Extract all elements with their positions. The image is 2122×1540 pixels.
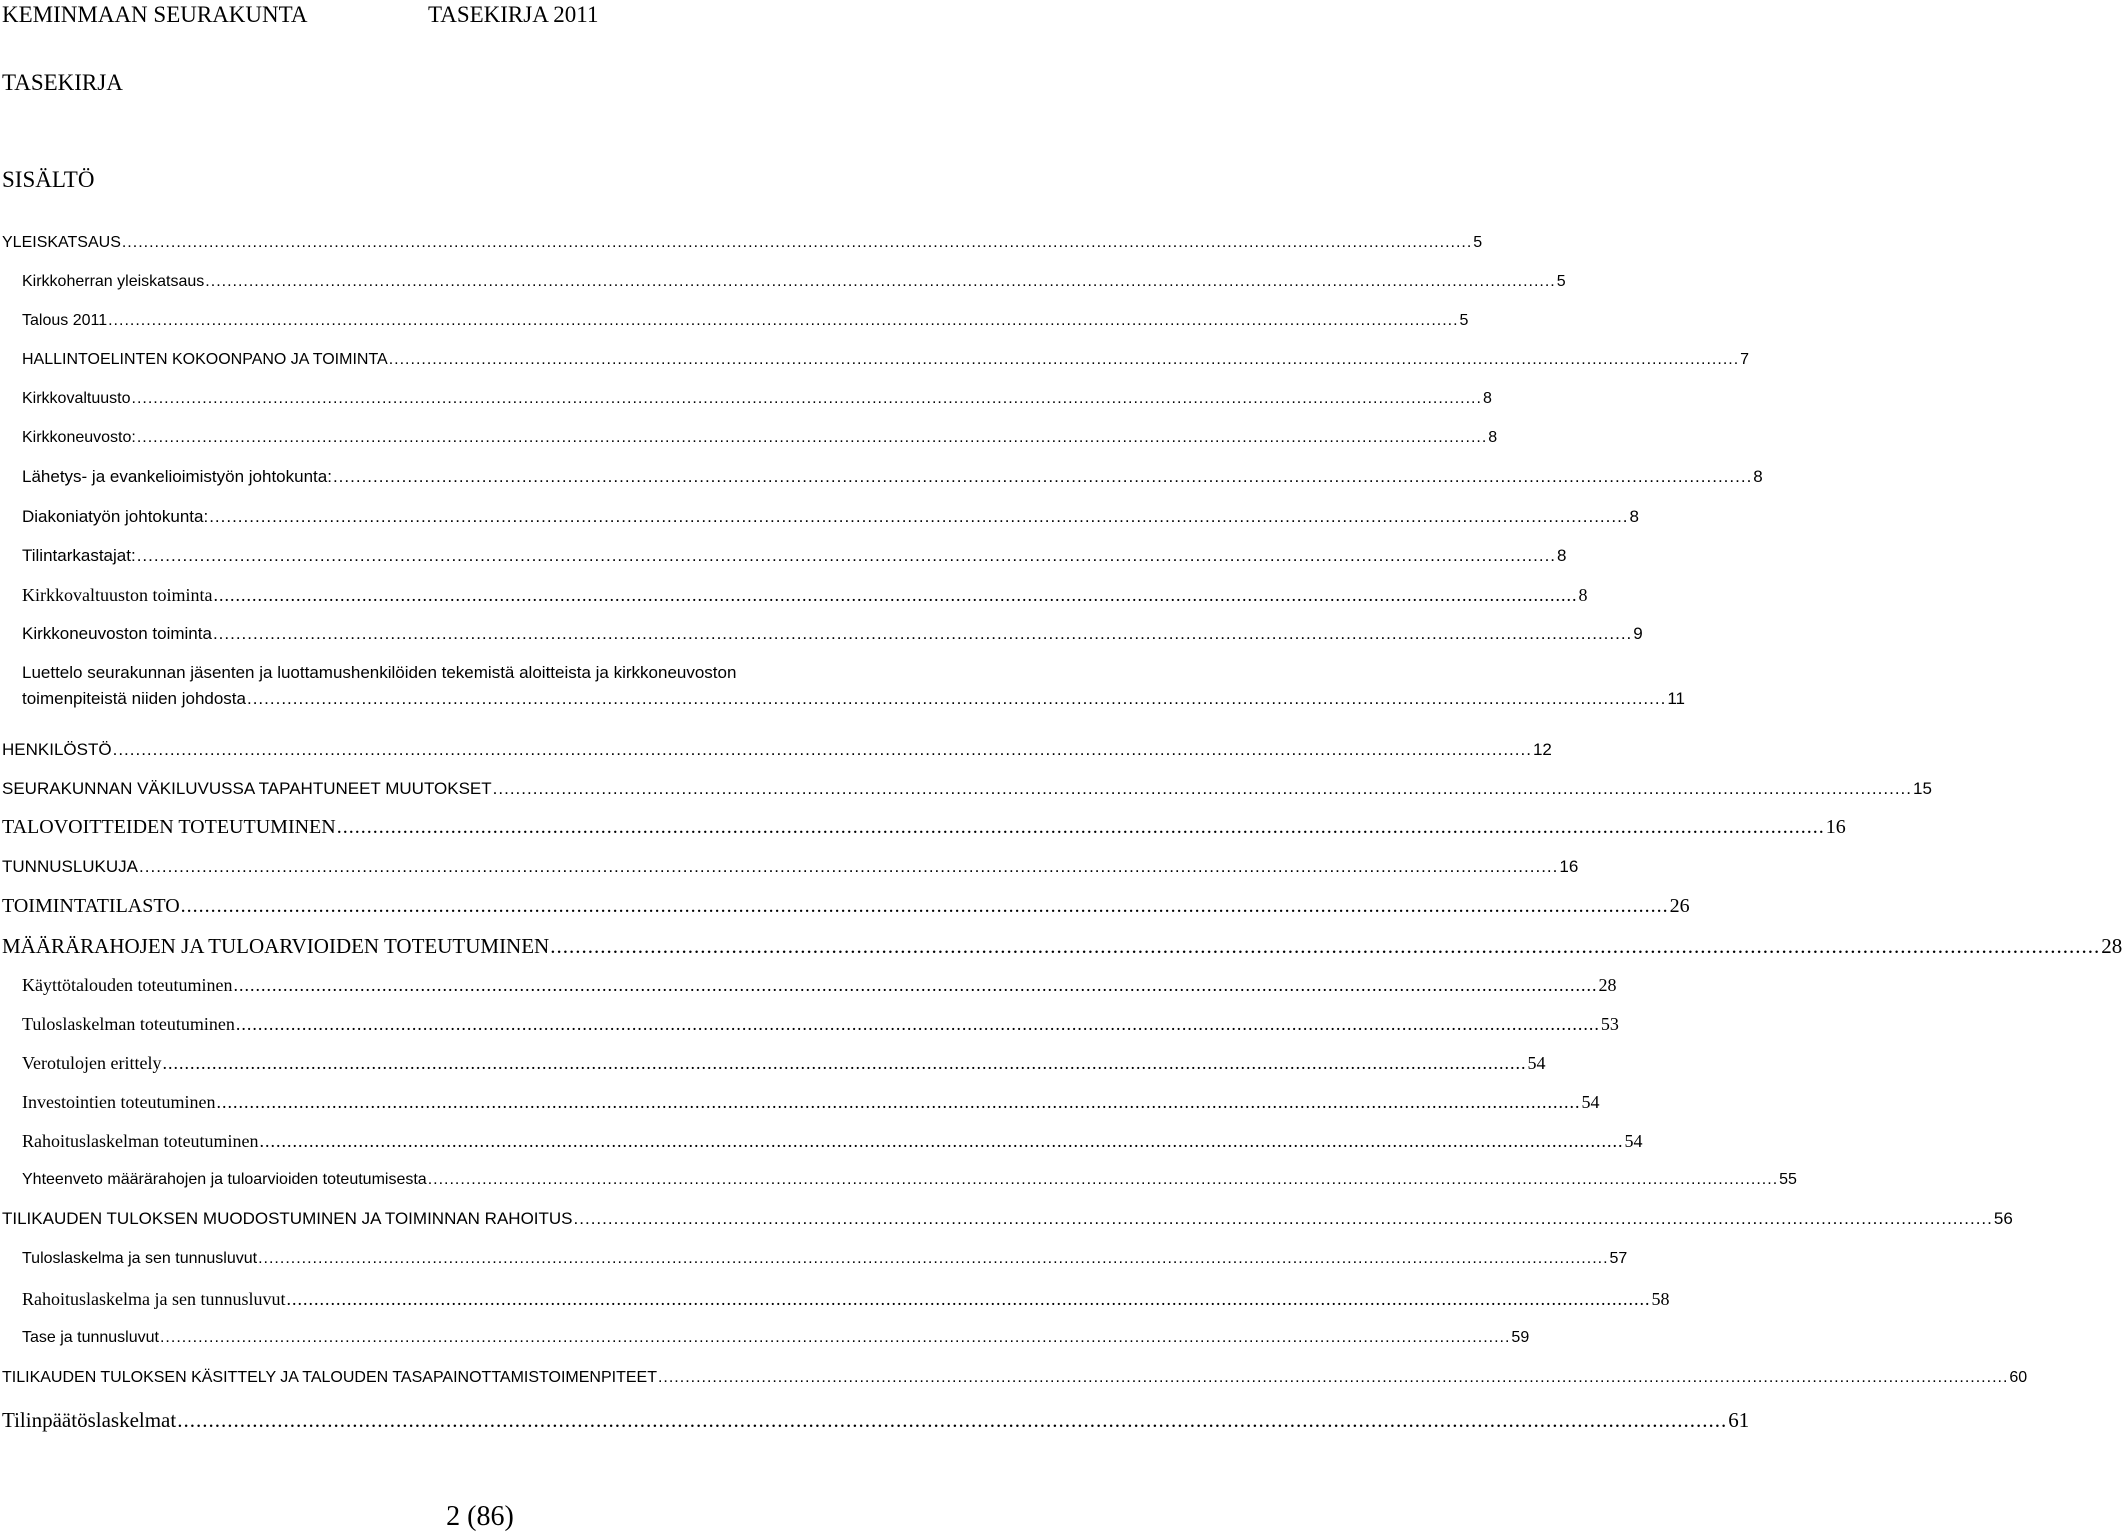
toc-entry-verotulojen-erittely[interactable] bbox=[22, 1053, 1546, 1074]
dot-leader: ........................................................................................................................................................................................................................................................ bbox=[427, 1171, 1779, 1188]
toc-entry-page: 61 bbox=[1728, 1408, 1750, 1432]
toc-entry-kirkkoneuvosto[interactable] bbox=[22, 429, 1498, 447]
toc-entry-kirkkoneuvoston-toiminta[interactable] bbox=[22, 624, 1643, 644]
dot-leader: ........................................................................................................................................................................................................................................................ bbox=[550, 934, 2101, 958]
dot-leader: ........................................................................................................................................................................................................................................................ bbox=[212, 624, 1633, 643]
toc-entry-page: 54 bbox=[1581, 1092, 1600, 1112]
dot-leader: ........................................................................................................................................................................................................................................................ bbox=[216, 1092, 1581, 1112]
dot-leader: ........................................................................................................................................................................................................................................................ bbox=[492, 779, 1912, 798]
toc-entry-page: 7 bbox=[1740, 351, 1750, 368]
toc-entry-investointien-toteutuminen[interactable] bbox=[22, 1092, 1600, 1113]
dot-leader: ........................................................................................................................................................................................................................................................ bbox=[209, 507, 1629, 526]
toc-entry-page: 8 bbox=[1557, 546, 1567, 565]
toc-entry-page: 9 bbox=[1633, 624, 1643, 643]
dot-leader: ........................................................................................................................................................................................................................................................ bbox=[235, 1014, 1600, 1034]
toc-entry-tuloslaskelma-tunnusluvut[interactable] bbox=[22, 1250, 1628, 1268]
toc-entry-maararahojen-toteutuminen[interactable] bbox=[2, 934, 2122, 959]
toc-entry-text: TALOVOITTEIDEN TOTEUTUMINEN bbox=[2, 816, 336, 838]
toc-entry-kirkkovaltuusto[interactable] bbox=[22, 390, 1492, 408]
toc-entry-page: 5 bbox=[1556, 273, 1566, 290]
toc-entry-tuloslaskelman-toteutuminen[interactable] bbox=[22, 1014, 1619, 1035]
toc-entry-text: TILIKAUDEN TULOKSEN KÄSITTELY JA TALOUDEN TASAPAINOTTAMISTOIMENPITEET bbox=[2, 1369, 657, 1386]
dot-leader: ........................................................................................................................................................................................................................................................ bbox=[205, 273, 1556, 290]
toc-entry-page: 58 bbox=[1651, 1289, 1670, 1309]
toc-entry-text: Rahoituslaskelman toteutuminen bbox=[22, 1131, 259, 1151]
toc-entry-page: 8 bbox=[1753, 467, 1763, 486]
toc-entry-page: 28 bbox=[1598, 975, 1617, 995]
toc-entry-page: 11 bbox=[1667, 689, 1685, 708]
toc-entry-page: 16 bbox=[1825, 816, 1846, 838]
toc-entry-text: MÄÄRÄRAHOJEN JA TULOARVIOIDEN TOTEUTUMINEN bbox=[2, 934, 550, 958]
toc-entry-page: 53 bbox=[1600, 1014, 1619, 1034]
toc-heading: SISÄLTÖ bbox=[2, 167, 95, 192]
toc-entry-tilinpaatoslaskelmat[interactable] bbox=[2, 1408, 1750, 1433]
dot-leader: ........................................................................................................................................................................................................................................................ bbox=[213, 585, 1578, 605]
dot-leader: ........................................................................................................................................................................................................................................................ bbox=[139, 857, 1559, 876]
toc-entry-page: 8 bbox=[1629, 507, 1639, 526]
dot-leader: ........................................................................................................................................................................................................................................................ bbox=[286, 1289, 1651, 1309]
toc-entry-page: 56 bbox=[1993, 1209, 2013, 1228]
dot-leader: ........................................................................................................................................................................................................................................................ bbox=[388, 351, 1740, 368]
dot-leader: ........................................................................................................................................................................................................................................................ bbox=[162, 1053, 1527, 1073]
toc-entry-text: Tuloslaskelman toteutuminen bbox=[22, 1014, 235, 1034]
toc-entry-page: 5 bbox=[1459, 312, 1469, 329]
toc-entry-page: 8 bbox=[1578, 585, 1588, 605]
toc-entry-page: 60 bbox=[2009, 1369, 2028, 1386]
toc-entry-tilikauden-tuloksen-kasittely[interactable] bbox=[2, 1369, 2028, 1387]
dot-leader: ........................................................................................................................................................................................................................................................ bbox=[177, 1408, 1728, 1432]
toc-entry-toimintatilasto[interactable] bbox=[2, 895, 1690, 918]
toc-entry-yleiskatsaus[interactable] bbox=[2, 234, 1483, 252]
document-title: TASEKIRJA bbox=[2, 70, 123, 95]
toc-entry-page: 26 bbox=[1669, 895, 1690, 917]
toc-entry-text: Yhteenveto määrärahojen ja tuloarvioiden toteutumisesta bbox=[22, 1171, 427, 1188]
toc-entry-page: 15 bbox=[1913, 779, 1932, 798]
dot-leader: ........................................................................................................................................................................................................................................................ bbox=[657, 1369, 2009, 1386]
dot-leader: ........................................................................................................................................................................................................................................................ bbox=[246, 689, 1667, 708]
toc-entry-page: 54 bbox=[1527, 1053, 1546, 1073]
dot-leader: ........................................................................................................................................................................................................................................................ bbox=[112, 740, 1532, 759]
toc-entry-text: Kirkkovaltuuston toiminta bbox=[22, 585, 213, 605]
toc-entry-diakoniatyon-johtokunta[interactable] bbox=[22, 507, 1639, 527]
toc-entry-text: YLEISKATSAUS bbox=[2, 234, 121, 251]
header-document: TASEKIRJA 2011 bbox=[428, 2, 599, 27]
toc-entry-kayttotalouden-toteutuminen[interactable] bbox=[22, 975, 1617, 996]
toc-entry-text: HALLINTOELINTEN KOKOONPANO JA TOIMINTA bbox=[22, 351, 388, 368]
page-number: 2 (86) bbox=[446, 1501, 514, 1532]
toc-entry-text: Rahoituslaskelma ja sen tunnusluvut bbox=[22, 1289, 286, 1309]
toc-entry-line2 bbox=[22, 686, 1685, 712]
toc-entry-text: TOIMINTATILASTO bbox=[2, 895, 180, 917]
toc-entry-text: TILIKAUDEN TULOKSEN MUODOSTUMINEN JA TOIMINNAN RAHOITUS bbox=[2, 1209, 573, 1228]
toc-entry-luettelo-aloitteista[interactable] bbox=[22, 660, 1685, 712]
dot-leader: ........................................................................................................................................................................................................................................................ bbox=[332, 467, 1753, 486]
dot-leader: ........................................................................................................................................................................................................................................................ bbox=[259, 1131, 1624, 1151]
toc-entry-text: Lähetys- ja evankelioimistyön johtokunta: bbox=[22, 467, 332, 486]
toc-entry-text: Verotulojen erittely bbox=[22, 1053, 162, 1073]
toc-entry-tilintarkastajat[interactable] bbox=[22, 546, 1567, 566]
toc-entry-talous-2011[interactable] bbox=[22, 312, 1469, 330]
dot-leader: ........................................................................................................................................................................................................................................................ bbox=[136, 546, 1557, 565]
toc-entry-page: 5 bbox=[1473, 234, 1483, 251]
toc-entry-page: 8 bbox=[1482, 390, 1492, 407]
toc-entry-henkilosto[interactable] bbox=[2, 740, 1552, 760]
toc-entry-rahoituslaskelman-toteutuminen[interactable] bbox=[22, 1131, 1643, 1152]
toc-entry-hallintoelinten-kokoonpano[interactable] bbox=[22, 351, 1750, 369]
toc-entry-text: TUNNUSLUKUJA bbox=[2, 857, 139, 876]
toc-entry-seurakunnan-vakiluku[interactable] bbox=[2, 779, 1932, 799]
toc-entry-page: 16 bbox=[1559, 857, 1579, 876]
dot-leader: ........................................................................................................................................................................................................................................................ bbox=[258, 1250, 1609, 1267]
dot-leader: ........................................................................................................................................................................................................................................................ bbox=[180, 895, 1669, 917]
toc-entry-tunnuslukuja[interactable] bbox=[2, 857, 1579, 877]
toc-entry-page: 28 bbox=[2101, 934, 2122, 958]
dot-leader: ........................................................................................................................................................................................................................................................ bbox=[108, 312, 1459, 329]
toc-entry-page: 55 bbox=[1779, 1171, 1797, 1188]
toc-entry-tilikauden-tuloksen-muodostuminen[interactable] bbox=[2, 1209, 2013, 1229]
toc-entry-text: Kirkkoherran yleiskatsaus bbox=[22, 273, 205, 290]
toc-entry-kirkkovaltuuston-toiminta[interactable] bbox=[22, 585, 1588, 606]
toc-entry-lahetys-ja-evankelioimistyon-johtokunta[interactable] bbox=[22, 467, 1763, 487]
toc-entry-page: 8 bbox=[1488, 429, 1498, 446]
dot-leader: ........................................................................................................................................................................................................................................................ bbox=[136, 429, 1488, 446]
toc-entry-text: Käyttötalouden toteutuminen bbox=[22, 975, 233, 995]
toc-entry-text: Diakoniatyön johtokunta: bbox=[22, 507, 209, 526]
dot-leader: ........................................................................................................................................................................................................................................................ bbox=[573, 1209, 1993, 1228]
toc-entry-text-line1: Luettelo seurakunnan jäsenten ja luottamushenkilöiden tekemistä aloitteista ja kirkkoneuvoston bbox=[22, 663, 737, 682]
dot-leader: ........................................................................................................................................................................................................................................................ bbox=[159, 1329, 1511, 1346]
toc-entry-text: Tase ja tunnusluvut bbox=[22, 1329, 159, 1346]
toc-entry-text: Investointien toteutuminen bbox=[22, 1092, 216, 1112]
header-organization: KEMINMAAN SEURAKUNTA bbox=[2, 2, 308, 27]
toc-entry-yhteenveto[interactable] bbox=[22, 1171, 1797, 1189]
dot-leader: ........................................................................................................................................................................................................................................................ bbox=[336, 816, 1825, 838]
toc-entry-text: Tuloslaskelma ja sen tunnusluvut bbox=[22, 1250, 258, 1267]
toc-entry-text: HENKILÖSTÖ bbox=[2, 740, 112, 759]
toc-entry-text: SEURAKUNNAN VÄKILUVUSSA TAPAHTUNEET MUUTOKSET bbox=[2, 779, 492, 798]
toc-entry-text: Talous 2011 bbox=[22, 312, 108, 329]
dot-leader: ........................................................................................................................................................................................................................................................ bbox=[121, 234, 1473, 251]
toc-entry-page: 59 bbox=[1511, 1329, 1530, 1346]
dot-leader: ........................................................................................................................................................................................................................................................ bbox=[131, 390, 1482, 407]
toc-entry-text: Kirkkovaltuusto bbox=[22, 390, 131, 407]
toc-entry-page: 54 bbox=[1624, 1131, 1643, 1151]
toc-entry-text: Tilinpäätöslaskelmat bbox=[2, 1408, 177, 1432]
toc-entry-tase-ja-tunnusluvut[interactable] bbox=[22, 1329, 1530, 1347]
toc-entry-text: Kirkkoneuvosto: bbox=[22, 429, 136, 446]
toc-entry-text: Tilintarkastajat: bbox=[22, 546, 136, 565]
toc-entry-page: 12 bbox=[1532, 740, 1552, 759]
toc-entry-kirkkoherran-yleiskatsaus[interactable] bbox=[22, 273, 1566, 291]
toc-entry-page: 57 bbox=[1609, 1250, 1628, 1267]
toc-entry-text-line2: toimenpiteistä niiden johdosta bbox=[22, 689, 246, 708]
dot-leader: ........................................................................................................................................................................................................................................................ bbox=[233, 975, 1598, 995]
toc-entry-talovoitteiden-toteutuminen[interactable] bbox=[2, 816, 1846, 839]
toc-entry-text: Kirkkoneuvoston toiminta bbox=[22, 624, 212, 643]
toc-entry-rahoituslaskelma-tunnusluvut[interactable] bbox=[22, 1289, 1670, 1310]
